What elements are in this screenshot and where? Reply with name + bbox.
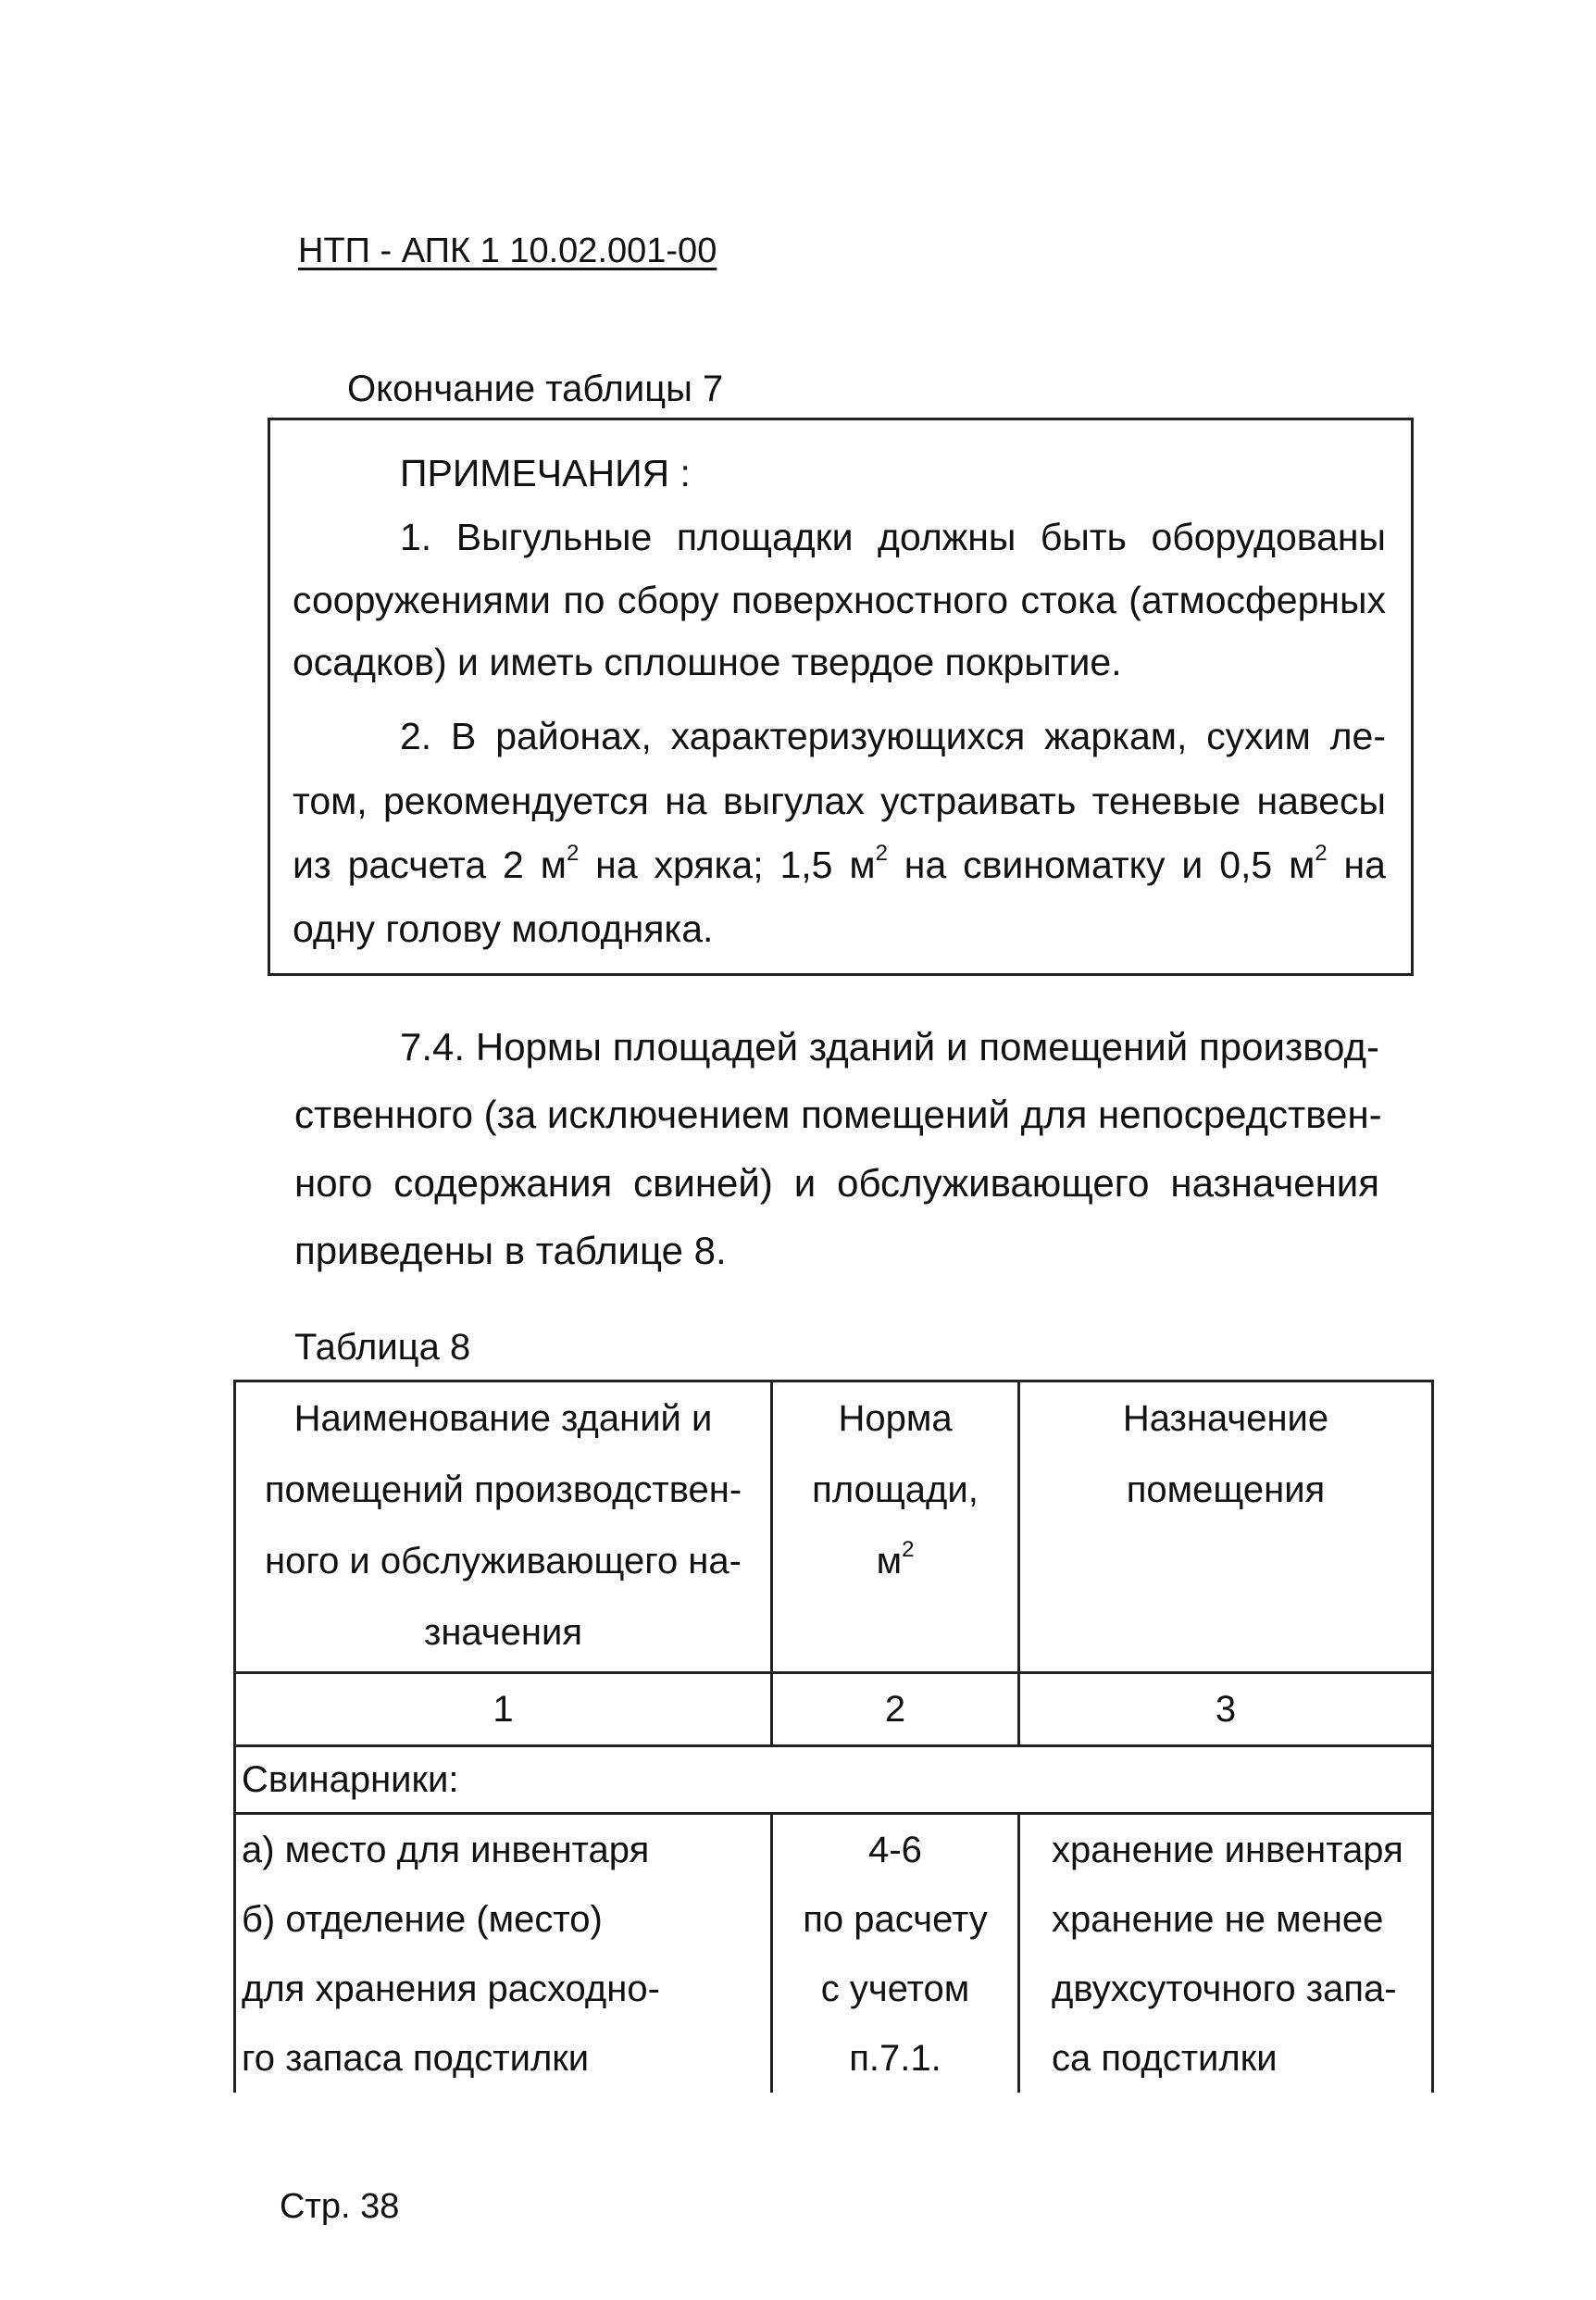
table8-group-row bbox=[235, 1746, 1433, 1814]
header-col2: Норма площади, $м^2$ bbox=[772, 1381, 1019, 1673]
header-col1: Наименование зданий и помещений производствен- ного и обслуживающего на- значения bbox=[235, 1381, 772, 1673]
page-number: Стр. 38 bbox=[280, 2187, 400, 2226]
column-number-3: 3 bbox=[1019, 1673, 1433, 1746]
table8-header-row bbox=[235, 1381, 1433, 1673]
table8-caption: Таблица 8 bbox=[294, 1327, 471, 1368]
row-purpose-cell: хранение инвентаря хранение не менее двухсуточного запа- са подстилки bbox=[1019, 1814, 1433, 2094]
notes-box bbox=[268, 418, 1414, 976]
note2-line1: 2. В районах, характеризующихся жаркам, сухим ле- bbox=[400, 715, 1386, 757]
note2-line2: том, рекомендуется на выгулах устраивать теневые навесы bbox=[293, 780, 1386, 822]
document-code: НТП - АПК 1 10.02.001-00 bbox=[298, 231, 717, 270]
column-number-1: 1 bbox=[235, 1673, 772, 1746]
paragraph-7-4-line2: ственного (за исключением помещений для непосредствен- bbox=[294, 1093, 1382, 1136]
paragraph-7-4-line1: 7.4. Нормы площадей зданий и помещений производ- bbox=[400, 1025, 1379, 1069]
note2-line4: одну голову молодняка. bbox=[293, 907, 714, 950]
row-name-cell: а) место для инвентаря б) отделение (место) для хранения расходно- го запаса подстилки bbox=[235, 1814, 772, 2094]
note1-line3: осадков) и иметь сплошное твердое покрытие. bbox=[293, 641, 1122, 683]
table8 bbox=[233, 1380, 1434, 2093]
header-col3: Назначение помещения bbox=[1019, 1381, 1433, 1673]
table8-number-row bbox=[235, 1673, 1433, 1746]
group-label: Свинарники: bbox=[235, 1746, 1433, 1814]
column-number-2: 2 bbox=[772, 1673, 1019, 1746]
table-row bbox=[235, 1814, 1433, 2094]
note2-line3: из расчета 2 $м^2$ на хряка; 1,5 $м^2$ на свиноматку и 0,5 $м^2$ на bbox=[293, 841, 1386, 886]
note1-line2: сооружениями по сбору поверхностного стока (атмосферных bbox=[293, 579, 1386, 621]
table7-end-caption: Окончание таблицы 7 bbox=[347, 369, 724, 409]
paragraph-7-4-line3: ного содержания свиней) и обслуживающего назначения bbox=[294, 1161, 1379, 1205]
row-norm-cell: 4-6 по расчету с учетом п.7.1. bbox=[772, 1814, 1019, 2094]
note1-line1: 1. Выгульные площадки должны быть оборудованы bbox=[400, 516, 1386, 558]
notes-title: ПРИМЕЧАНИЯ : bbox=[400, 452, 691, 494]
paragraph-7-4-line4: приведены в таблице 8. bbox=[294, 1229, 727, 1272]
